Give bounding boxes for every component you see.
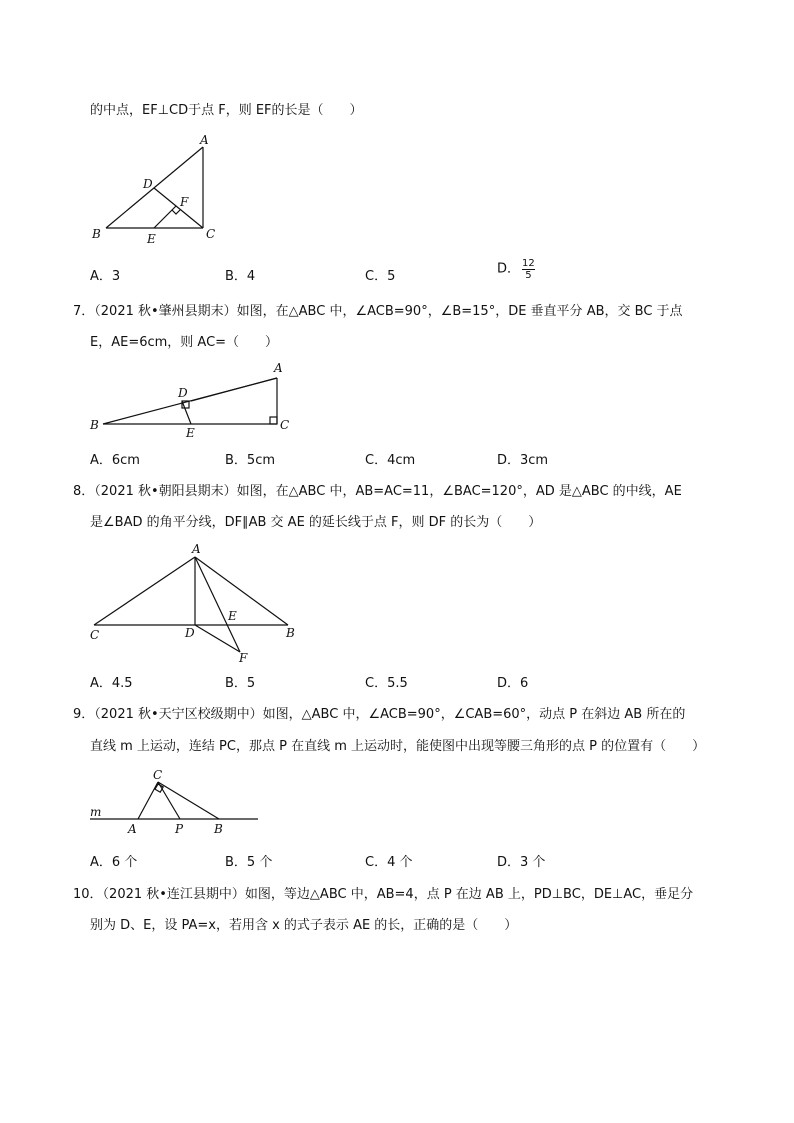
q6-stem: 的中点，EF⊥CD于点 F，则 EF的长是（ ）: [90, 103, 363, 118]
q6-option-d-prefix: D．: [497, 261, 521, 277]
q9-label-m: m: [90, 805, 102, 819]
q9-label-c: C: [153, 768, 163, 782]
q7-option-d[interactable]: D．3cm: [497, 453, 549, 468]
q8-segment-af: [195, 557, 240, 652]
q6-option-d-fraction: [522, 258, 535, 281]
q6-label-f: F: [180, 195, 189, 209]
q6-figure: [88, 135, 228, 245]
q6-option-d-denominator: 5: [522, 269, 535, 281]
q6-label-c: C: [206, 227, 216, 241]
q9-figure: [88, 765, 268, 837]
q7-label-e: E: [186, 426, 195, 440]
q8-option-c[interactable]: C．5.5: [365, 676, 408, 691]
q9-stem-line1: 9．（2021 秋•天宁区校级期中）如图，△ABC 中，∠ACB=90°，∠CAB=60°，动点 P 在斜边 AB 所在的: [73, 707, 686, 722]
q6-option-b[interactable]: B．4: [225, 269, 256, 284]
q6-label-b: B: [92, 227, 101, 241]
q6-option-d-numerator: 12: [522, 258, 535, 269]
q8-label-c: C: [90, 628, 100, 642]
q6-segment-dc: [154, 188, 203, 228]
q6-option-d[interactable]: [497, 258, 535, 281]
q7-label-b: B: [90, 418, 99, 432]
q9-segment-cb: [158, 782, 219, 819]
q8-option-d[interactable]: D．6: [497, 676, 529, 691]
q9-segment-ac: [138, 782, 158, 819]
q7-option-c[interactable]: C．4cm: [365, 453, 416, 468]
q8-label-b: B: [286, 626, 295, 640]
q7-option-a[interactable]: A．6cm: [90, 453, 140, 468]
q9-option-c[interactable]: C．4 个: [365, 855, 413, 870]
q10-stem-line2: 别为 D、E，设 PA=x，若用含 x 的式子表示 AE 的长，正确的是（ ）: [90, 918, 518, 933]
q8-segment-ac: [94, 557, 195, 625]
q6-segment-ef: [154, 206, 176, 228]
q8-label-a: A: [192, 542, 201, 556]
q7-stem-line1: 7．（2021 秋•肇州县期末）如图，在△ABC 中，∠ACB=90°，∠B=15°，DE 垂直平分 AB，交 BC 于点: [73, 304, 683, 319]
q6-option-a[interactable]: A．3: [90, 269, 121, 284]
q9-option-d[interactable]: D．3 个: [497, 855, 546, 870]
q7-label-d: D: [178, 386, 188, 400]
q6-label-a: A: [200, 133, 209, 147]
q9-label-b: B: [214, 822, 223, 836]
q6-label-e: E: [147, 232, 156, 246]
q8-stem-line2: 是∠BAD 的角平分线，DF∥AB 交 AE 的延长线于点 F，则 DF 的长为（ ）: [90, 515, 542, 530]
q8-option-a[interactable]: A．4.5: [90, 676, 133, 691]
q9-segment-cp: [158, 782, 180, 819]
q6-right-angle-mark: [172, 210, 180, 214]
q9-stem-line2: 直线 m 上运动，连结 PC，那点 P 在直线 m 上运动时，能使图中出现等腰三角形的点 P 的位置有（ ）: [90, 739, 706, 754]
q7-segment-ae: [191, 378, 277, 401]
q7-segment-de: [182, 401, 191, 424]
q8-stem-line1: 8．（2021 秋•朝阳县期末）如图，在△ABC 中，AB=AC=11，∠BAC=120°，AD 是△ABC 的中线，AE: [73, 484, 682, 499]
q8-label-f: F: [239, 651, 248, 665]
q7-label-c: C: [280, 418, 290, 432]
q9-label-p: P: [175, 822, 184, 836]
q10-stem-line1: 10．（2021 秋•连江县期中）如图，等边△ABC 中，AB=4，点 P 在边 AB 上，PD⊥BC，DE⊥AC，垂足分: [73, 887, 694, 902]
q7-stem-line2: E，AE=6cm，则 AC=（ ）: [90, 335, 279, 350]
q8-segment-ab: [195, 557, 288, 625]
q8-label-d: D: [185, 626, 195, 640]
q8-option-b[interactable]: B．5: [225, 676, 256, 691]
q9-option-b[interactable]: B．5 个: [225, 855, 273, 870]
q8-label-e: E: [228, 609, 237, 623]
q7-right-angle-c: [270, 417, 277, 424]
q7-label-a: A: [274, 361, 283, 375]
q8-figure: [88, 540, 308, 670]
q7-figure: [88, 358, 308, 438]
q9-label-a: A: [128, 822, 137, 836]
q6-label-d: D: [143, 177, 153, 191]
q7-option-b[interactable]: B．5cm: [225, 453, 276, 468]
q6-option-c[interactable]: C．5: [365, 269, 396, 284]
q9-option-a[interactable]: A．6 个: [90, 855, 138, 870]
